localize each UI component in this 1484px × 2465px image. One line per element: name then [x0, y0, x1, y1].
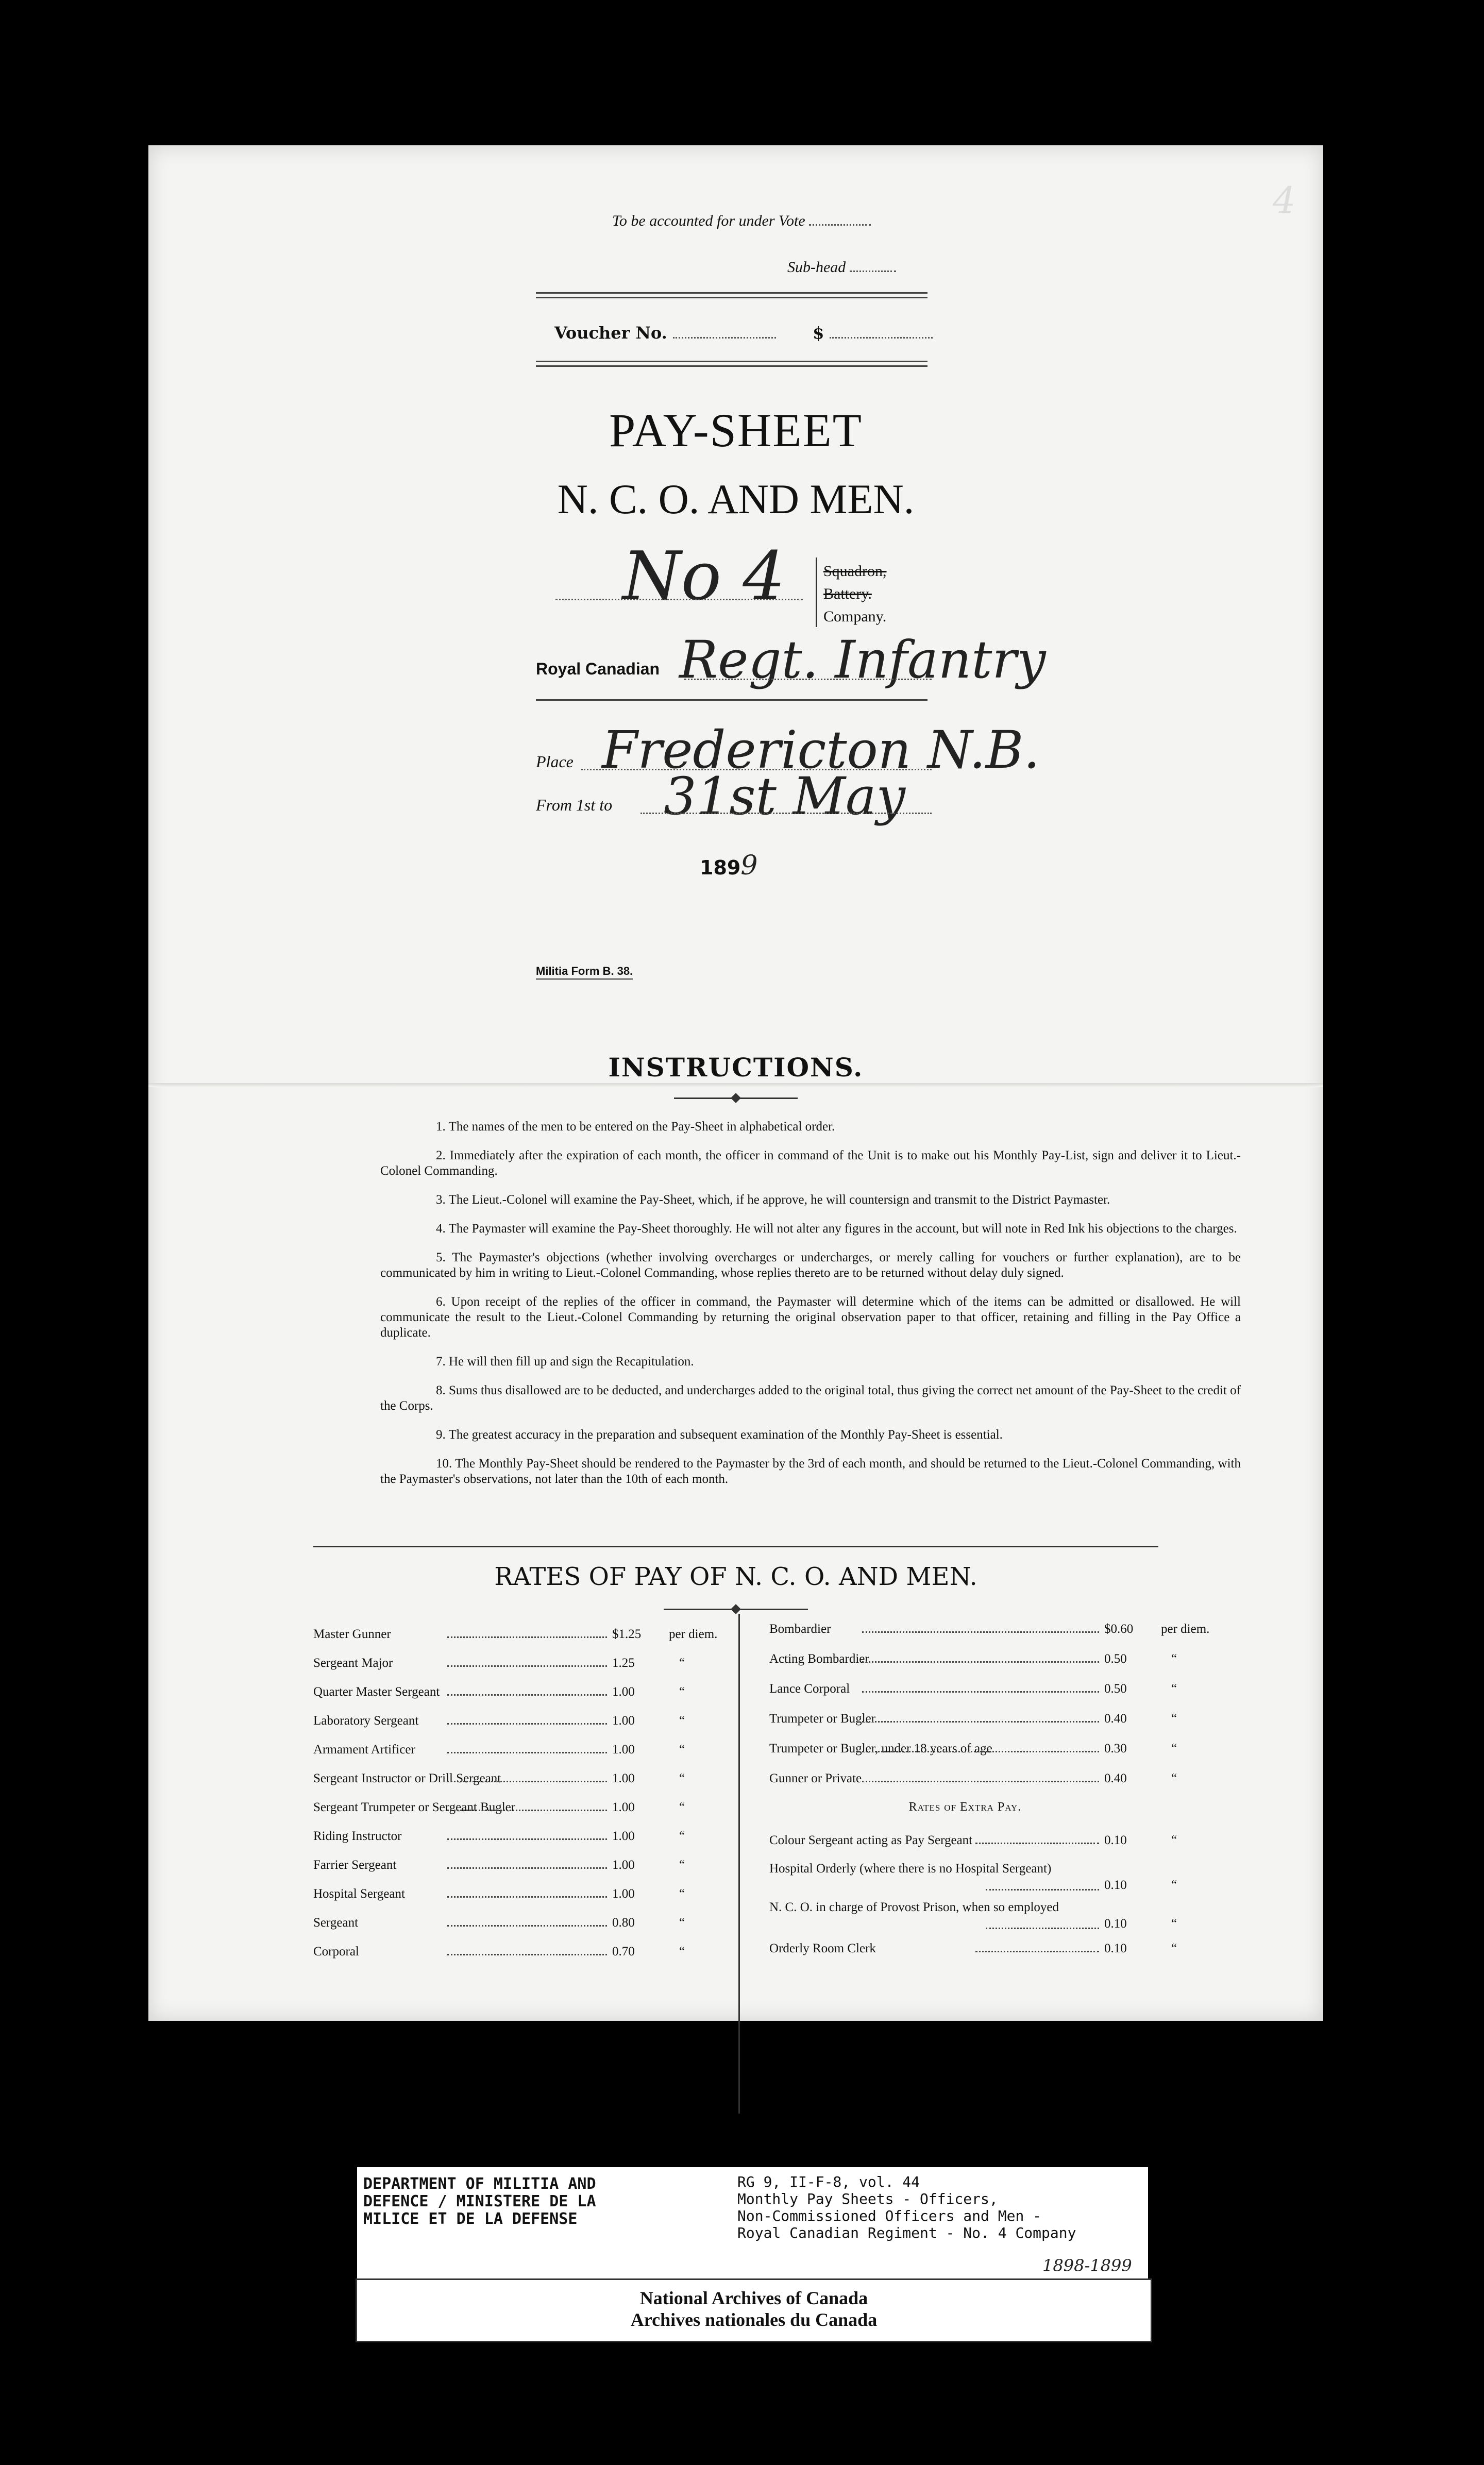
regiment-value: Regt. Infantry [679, 630, 1046, 690]
vote-label: To be accounted for under Vote [612, 212, 805, 229]
from-dots [640, 813, 932, 814]
subhead-label: Sub-head [787, 259, 846, 276]
department-name [363, 2175, 596, 2228]
voucher-line [554, 323, 933, 343]
rate-leader [447, 1925, 607, 1927]
rate-row [313, 1740, 726, 1760]
rate-unit: “ [1171, 1833, 1177, 1847]
voucher-label: Voucher No. [554, 323, 667, 343]
record-line: RG 9, II-F-8, vol. 44 [737, 2173, 920, 2190]
rate-unit: “ [1171, 1652, 1177, 1666]
company-option: Company. [823, 608, 887, 625]
rate-unit: “ [679, 1771, 685, 1785]
rate-unit: “ [679, 1858, 685, 1872]
rate-value: 1.00 [612, 1858, 635, 1872]
rate-name: Riding Instructor [313, 1829, 402, 1843]
rate-value: 1.00 [612, 1887, 635, 1901]
rate-value: 0.10 [1104, 1833, 1127, 1847]
rate-row [313, 1855, 726, 1876]
instruction-item: 6. Upon receipt of the replies of the officer in command, the Paymaster will determine which of the items can be admitted or disallowed. He will communicate the result to the Lieut.-Colonel Commanding by returning the original observation paper to that officer, retaining and filling in the Pay Office a duplicate. [380, 1295, 1241, 1340]
ornament-diamond [731, 1093, 741, 1103]
rate-unit: per diem. [1161, 1622, 1210, 1636]
department-line: DEFENCE / MINISTERE DE LA [363, 2192, 596, 2210]
instruction-item: 7. He will then fill up and sign the Recapitulation. [436, 1355, 694, 1369]
rate-row [769, 1768, 1254, 1789]
rate-leader [447, 1896, 607, 1898]
rate-value: 1.00 [612, 1743, 635, 1757]
archive-reference-label [357, 2167, 1148, 2282]
rate-name: Orderly Room Clerk [769, 1941, 876, 1955]
instruction-item: 2. Immediately after the expiration of each month, the officer in command of the Unit is to make out his Monthly Pay-List, sign and deliver it to Lieut.-Colonel Commanding. [380, 1149, 1241, 1178]
year-line [700, 850, 757, 881]
rate-leader [447, 1954, 607, 1955]
rate-unit: “ [1171, 1878, 1177, 1892]
rate-value: 1.00 [612, 1685, 635, 1699]
unit-types [823, 560, 887, 628]
instructions-heading: INSTRUCTIONS. [608, 1052, 864, 1083]
rate-leader [862, 1661, 1099, 1663]
rate-name: Bombardier [769, 1622, 831, 1636]
rate-unit: “ [679, 1887, 685, 1901]
rate-row [313, 1711, 726, 1731]
rate-row [769, 1900, 1254, 1933]
rate-name: Corporal [313, 1945, 359, 1959]
record-line: Royal Canadian Regiment - No. 4 Company [737, 2224, 1076, 2241]
rate-leader [862, 1721, 1099, 1723]
rates-divider [738, 1614, 740, 2114]
record-line: Monthly Pay Sheets - Officers, [737, 2190, 998, 2207]
instruction-item: 10. The Monthly Pay-Sheet should be rendered to the Paymaster by the 3rd of each month, and should be returned to the Lieut.-Colonel Commanding, with the Paymaster's observations, not later than the 10th of each month. [380, 1457, 1241, 1486]
instruction-item: 9. The greatest accuracy in the preparation and subsequent examination of the Monthly Pay-Sheet is essential. [436, 1428, 1003, 1442]
instruction-item: 4. The Paymaster will examine the Pay-Sheet thoroughly. He will not alter any figures in the account, but will note in Red Ink his objections to the charges. [436, 1222, 1237, 1236]
rate-unit: “ [1171, 1712, 1177, 1726]
rate-leader [447, 1723, 607, 1725]
rate-value: 1.00 [612, 1829, 635, 1843]
department-line: MILICE ET DE LA DEFENSE [363, 2210, 578, 2228]
page-number: 4 [1273, 179, 1296, 222]
rate-row [769, 1649, 1254, 1669]
company-dots [555, 599, 803, 600]
rate-unit: “ [679, 1714, 685, 1728]
rate-unit: “ [679, 1916, 685, 1930]
militia-form-label: Militia Form B. 38. [536, 965, 633, 980]
pay-sheet-page [148, 145, 1323, 2021]
rate-row [313, 1624, 726, 1645]
rate-value: 1.00 [612, 1800, 635, 1814]
rate-name: Lance Corporal [769, 1682, 850, 1696]
dollar-sign: $ [813, 323, 824, 343]
instruction-item: 3. The Lieut.-Colonel will examine the Pay-Sheet, which, if he approve, he will countersign and transmit to the District Paymaster. [436, 1193, 1110, 1207]
rate-name: Quarter Master Sergeant [313, 1685, 440, 1699]
rate-row [313, 1797, 726, 1818]
rate-value: 0.10 [1104, 1941, 1127, 1955]
company-number: No 4 [622, 537, 786, 615]
rate-name: Laboratory Sergeant [313, 1714, 419, 1728]
rate-name: Hospital Sergeant [313, 1887, 405, 1901]
rate-value: 0.30 [1104, 1742, 1127, 1755]
page-subtitle: N. C. O. AND MEN. [557, 476, 915, 522]
rate-row [769, 1679, 1254, 1699]
rate-name: Master Gunner [313, 1627, 391, 1641]
regiment-dots [684, 679, 932, 680]
rate-value: $0.60 [1104, 1622, 1134, 1636]
place-value: Fredericton N.B. [602, 720, 1040, 780]
squadron-option: Squadron, [823, 563, 887, 580]
from-value: 31st May [664, 766, 906, 826]
rate-unit: “ [679, 1743, 685, 1757]
rate-unit: “ [1171, 1682, 1177, 1696]
rate-leader [447, 1665, 607, 1667]
rate-name: Colour Sergeant acting as Pay Sergeant [769, 1833, 973, 1847]
rate-name: Hospital Orderly (where there is no Hospital Sergeant) [769, 1862, 1052, 1876]
page-title: PAY-SHEET [609, 404, 863, 457]
rate-value: 0.50 [1104, 1652, 1127, 1666]
rate-row [313, 1884, 726, 1904]
rate-unit: “ [1171, 1917, 1177, 1931]
royal-canadian-label: Royal Canadian [536, 660, 660, 678]
rate-name: Sergeant Instructor or Drill Sergeant [313, 1771, 501, 1785]
fold-line [148, 1083, 1323, 1087]
archive-name-fr: Archives nationales du Canada [630, 2309, 878, 2330]
rate-leader [862, 1751, 1099, 1752]
place-label: Place [536, 752, 574, 771]
rate-leader [862, 1781, 1099, 1782]
voucher-dots [673, 337, 776, 339]
rate-unit: “ [1171, 1771, 1177, 1785]
rate-unit: “ [679, 1685, 685, 1699]
rate-name: N. C. O. in charge of Provost Prison, when so employed [769, 1900, 1059, 1914]
record-line: Non-Commissioned Officers and Men - [737, 2207, 1042, 2224]
rate-value: 1.25 [612, 1656, 635, 1670]
rate-name: Sergeant [313, 1916, 359, 1930]
rate-unit: “ [679, 1656, 685, 1670]
instruction-item: 1. The names of the men to be entered on the Pay-Sheet in alphabetical order. [436, 1120, 835, 1134]
department-line: DEPARTMENT OF MILITIA AND [363, 2175, 596, 2193]
unit-bracket [816, 558, 817, 627]
instructions-end-rule [313, 1546, 1158, 1547]
record-dates: 1898-1899 [1042, 2256, 1132, 2275]
rate-row [313, 1682, 726, 1702]
rate-unit: per diem. [669, 1627, 718, 1641]
year-suffix: 9 [740, 850, 758, 881]
subhead-dots [850, 271, 896, 272]
rate-unit: “ [1171, 1941, 1177, 1955]
archive-name-box [356, 2278, 1152, 2342]
rate-name: Sergeant Major [313, 1656, 393, 1670]
rate-row [313, 1826, 726, 1847]
rates-ornament-diamond [731, 1604, 741, 1614]
rate-unit: “ [679, 1829, 685, 1843]
rate-leader [447, 1636, 607, 1638]
instruction-item: 8. Sums thus disallowed are to be deducted, and undercharges added to the original total, thus giving the correct net amount of the Pay-Sheet to the credit of the Corps. [380, 1383, 1241, 1413]
rate-value: 0.70 [612, 1945, 635, 1959]
rate-name: Sergeant Trumpeter or Sergeant Bugler [313, 1800, 516, 1814]
rate-leader [447, 1838, 607, 1840]
rate-value: 1.00 [612, 1714, 635, 1728]
year-prefix: 189 [700, 856, 741, 879]
rate-leader [447, 1752, 607, 1753]
rate-value: 0.40 [1104, 1771, 1127, 1785]
header-rule-1 [536, 292, 927, 298]
rate-value: 0.40 [1104, 1712, 1127, 1726]
rate-value: 0.50 [1104, 1682, 1127, 1696]
rate-leader [447, 1867, 607, 1869]
archive-name-en: National Archives of Canada [639, 2288, 868, 2308]
rate-row [769, 1938, 1254, 1959]
rate-row [313, 1941, 726, 1962]
from-label: From 1st to [536, 796, 613, 814]
rate-value: 0.10 [1104, 1878, 1127, 1892]
rate-leader [447, 1694, 607, 1696]
rate-leader [862, 1631, 1099, 1633]
battery-option: Battery. [823, 585, 872, 602]
rate-row [313, 1653, 726, 1674]
vote-line [612, 212, 871, 230]
rate-row [313, 1768, 726, 1789]
rate-unit: “ [1171, 1742, 1177, 1755]
rate-leader [986, 1889, 1099, 1890]
rate-row [769, 1709, 1254, 1729]
rate-value: 1.00 [612, 1771, 635, 1785]
rate-name: Trumpeter or Bugler, under 18 years of age [769, 1742, 992, 1755]
rates-heading: RATES OF PAY OF N. C. O. AND MEN. [494, 1562, 977, 1591]
rate-row [313, 1913, 726, 1933]
instructions-list [380, 1119, 1241, 1500]
rate-row [769, 1861, 1254, 1894]
subhead-line [787, 259, 896, 276]
record-reference [737, 2173, 1076, 2241]
rate-row [769, 1830, 1254, 1851]
header-rule-2 [536, 361, 927, 367]
instruction-item: 5. The Paymaster's objections (whether involving overcharges or undercharges, or merely calling for vouchers or further explanation), are to be communicated by him in writing to Lieut.-Colonel Commanding, whose replies thereto are to be returned without delay duly signed. [380, 1251, 1241, 1280]
rate-leader [447, 1810, 607, 1811]
rate-value: 0.80 [612, 1916, 635, 1930]
rate-leader [975, 1951, 1099, 1952]
rate-name: Farrier Sergeant [313, 1858, 397, 1872]
rate-row [769, 1619, 1254, 1640]
rate-unit: “ [679, 1945, 685, 1959]
rate-name: Armament Artificer [313, 1743, 415, 1757]
rate-name: Acting Bombardier [769, 1652, 869, 1666]
rate-value: $1.25 [612, 1627, 642, 1641]
amount-dots [830, 337, 933, 339]
rate-unit: “ [679, 1800, 685, 1814]
rate-leader [447, 1781, 607, 1782]
rate-leader [975, 1843, 1099, 1844]
rate-value: 0.10 [1104, 1917, 1127, 1931]
rate-leader [862, 1691, 1099, 1693]
rate-name: Gunner or Private [769, 1771, 862, 1785]
extra-pay-heading: Rates of Extra Pay. [908, 1800, 1022, 1814]
vote-dots [809, 224, 871, 226]
regiment-rule [536, 699, 927, 701]
rate-row [769, 1738, 1254, 1759]
rate-leader [986, 1928, 1099, 1929]
rate-name: Trumpeter or Bugler [769, 1712, 875, 1726]
